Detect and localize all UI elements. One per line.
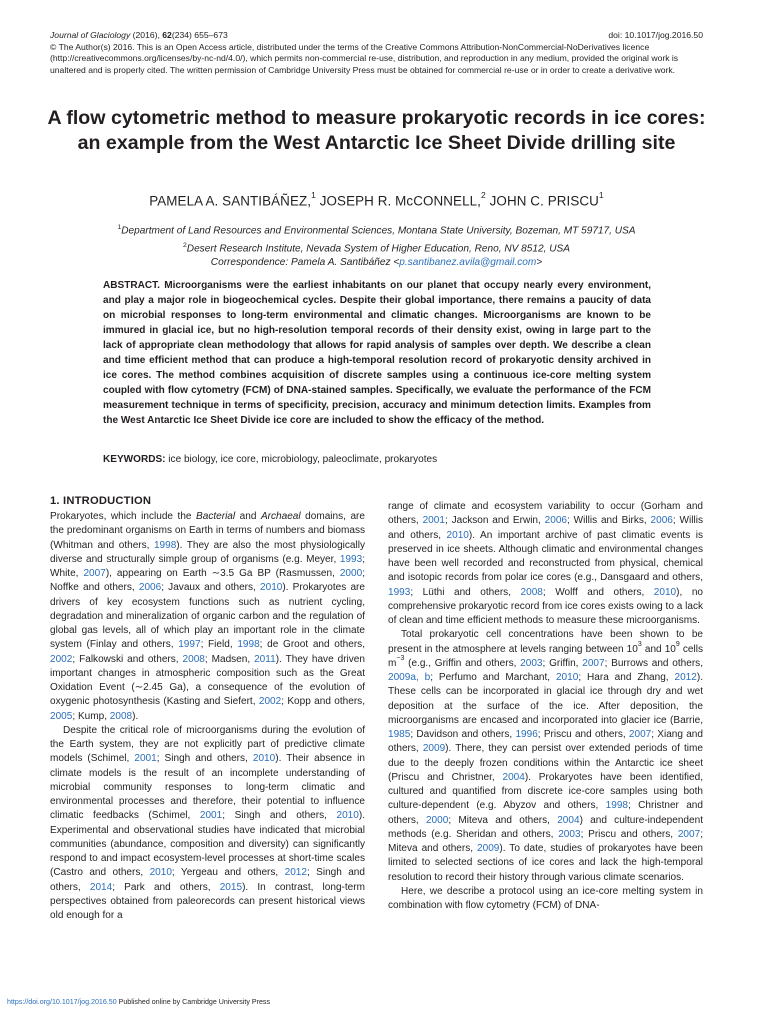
author-name: JOHN C. PRISCU: [489, 193, 599, 209]
citation-link[interactable]: 2000: [425, 814, 449, 826]
citation-link[interactable]: 1985: [388, 729, 411, 740]
citation-link[interactable]: 2006: [650, 515, 673, 527]
superscript: 3: [637, 641, 642, 649]
correspondence-label: Correspondence: Pamela A. Santibáñez <: [210, 257, 400, 269]
correspondence-suffix: >: [536, 257, 543, 269]
citation-link[interactable]: 2001: [422, 515, 445, 527]
citation-link[interactable]: 2010: [149, 867, 172, 879]
affiliation-line: [40, 239, 713, 257]
keywords: [103, 452, 651, 467]
citation-link[interactable]: 2010: [653, 586, 677, 598]
citation-link[interactable]: 2007: [83, 568, 106, 579]
citation-link[interactable]: 2014: [89, 881, 113, 893]
italic-term: Archaeal: [260, 511, 301, 522]
affiliation-line: [40, 221, 713, 239]
author-list: [40, 192, 713, 208]
citation-year: (2016),: [130, 30, 163, 40]
body-paragraph: Despite the critical role of microorganisms during the evolution of the Earth system, they are not explicitly part of predictive climate models (Schimel, 2001; Singh and others, 2010). Their absence in climate models is the result of an incomplete understanding of microbial community responses to long-term climatic and environmental processes and therefore, their potential to influence climatic feedbacks (Schimel, 2001; Singh and others, 2010). Experimental and observational studies have indicated that microbial communities (abundance, composition and diversity) can significantly respond to and impact ecosystem-level processes at short-time scales (Castro and others, 2010; Yergeau and others, 2012; Singh and others, 2014; Park and others, 2015). In contrast, long-term perspectives obtained from paleorecords can present historical views old enough for a: [50, 724, 365, 921]
citation-link[interactable]: 1998: [153, 539, 177, 551]
citation-link[interactable]: 1998: [237, 639, 260, 651]
citation-link[interactable]: 2001: [134, 753, 157, 765]
citation-link[interactable]: 2007: [628, 729, 652, 740]
citation-link[interactable]: 2012: [674, 672, 697, 683]
author-name: PAMELA A. SANTIBÁÑEZ,: [149, 193, 312, 209]
citation-link[interactable]: 2005: [50, 710, 73, 722]
citation-link[interactable]: 2000: [339, 568, 363, 579]
journal-citation: [50, 30, 228, 41]
citation-link[interactable]: 2007: [582, 657, 605, 669]
affiliation-text: Department of Land Resources and Environmental Sciences, Montana State University, Bozeman, MT 59717, USA: [121, 225, 636, 237]
paper-title: A flow cytometric method to measure prokaryotic records in ice cores: an example from the West Antarctic Ice Sheet Divide drilling site: [47, 107, 706, 154]
citation-link[interactable]: 2010: [555, 672, 579, 683]
citation-link[interactable]: 2004: [502, 771, 525, 783]
italic-term: Bacterial: [196, 511, 236, 522]
citation-link[interactable]: 1993: [388, 586, 411, 598]
body-paragraph: Prokaryotes, which include the Bacterial and Archaeal domains, are the predominant organisms on Earth in terms of numbers and biomass (Whitman and others, 1998). They are also the most physiologically diverse and structurally simple group of organisms (e.g. Meyer, 1993; White, 2007), appearing on Earth ∼3.5 Ga BP (Rasmussen, 2000; Noffke and others, 2006; Javaux and others, 2010). Prokaryotes are drivers of key ecosystem functions such as nutrient cycling, degradation and mineralization of organic carbon and the regulation of global gas levels, all of which play an important role in the climate system (Finlay and others, 1997; Field, 1998; de Groot and others, 2002; Falkowski and others, 2008; Madsen, 2011). They have driven important changes in atmospheric composition such as the Great Oxidation Event (∼2.45 Ga), a consequence of the evolution of oxygenic photosynthesis (Kasting and Siefert, 2002; Kopp and others, 2005; Kump, 2008).: [50, 511, 365, 722]
citation-link[interactable]: 2010: [446, 529, 469, 541]
left-column: [50, 494, 365, 923]
citation-link[interactable]: 2009: [422, 743, 446, 755]
right-column: [388, 500, 703, 913]
affiliation-text: Desert Research Institute, Nevada System of Higher Education, Reno, NV 8512, USA: [186, 243, 570, 255]
citation-link[interactable]: 2004: [557, 814, 580, 826]
citation-link[interactable]: 2006: [544, 515, 568, 527]
body-paragraph: range of climate and ecosystem variability to occur (Gorham and others, 2001; Jackson and Erwin, 2006; Willis and Birks, 2006; Willis and others, 2010). An important archive of past climatic events is preserved in ice sheets. Although climatic and environmental changes have been well recorded and reconstructed from physical, chemical and isotopic records from polar ice cores (e.g., Dansgaard and others, 1993; Lüthi and others, 2008; Wolff and others, 2010), no comprehensive prokaryotic record from ice cores exists owing to a lack of clean and time efficient methods to measure these microorganisms.: [388, 501, 704, 626]
citation-link[interactable]: 2009: [477, 843, 500, 854]
correspondence-email-link[interactable]: p.santibanez.avila@gmail.com: [399, 257, 537, 269]
abstract: ABSTRACT. Microorganisms were the earliest inhabitants on our planet that occupy nearly every environment, and play a major role in biogeochemical cycles. Despite their global importance, there remains a paucity of data on microbial responses to long-term environmental and climatic changes. Microorganisms are known to be immured in glacial ice, but no high-resolution temporal records of their density exist, owing in large part to the lack of appropriate clean methodology that allows for rapid analysis of samples over depth. We describe a clean and time efficient method that can produce a high-temporal resolution record of prokaryotic density archived in ice cores. The method combines acquisition of discrete samples using a continuous ice-core melting system coupled with flow cytometry (FCM) of DNA-stained samples. Specifically, we evaluate the performance of the FCM measurement technique in terms of specificity, precision, accuracy and minimum detection limits. Examples from the West Antarctic Ice Sheet Divide ice core are included to show the efficacy of the method.: [103, 280, 651, 427]
citation-link[interactable]: 2008: [109, 710, 133, 722]
citation-link[interactable]: 2008: [182, 653, 205, 665]
citation-link[interactable]: 2010: [260, 582, 283, 594]
citation-link[interactable]: 2010: [336, 810, 359, 822]
author-affiliation-mark: 1: [598, 190, 604, 200]
affiliations: [40, 221, 713, 271]
affiliation-mark: 2: [183, 241, 187, 249]
citation-link[interactable]: 2009a, b: [388, 672, 431, 683]
citation-link[interactable]: 2007: [677, 828, 701, 840]
keywords-list: ice biology, ice core, microbiology, paleoclimate, prokaryotes: [165, 454, 438, 465]
keywords-label: KEYWORDS:: [103, 454, 166, 465]
license-statement: © The Author(s) 2016. This is an Open Access article, distributed under the terms of the Creative Commons Attribution-NonCommercial-NoDerivatives licence (http://creativecommons.org/licenses/by-nc-nd/4.0/), which permits non-commercial re-use, distribution, and reproduction in any medium, provided the original work is unaltered and is properly cited. The written permission of Cambridge University Press must be obtained for commercial re-use or in order to create a derivative work.: [50, 42, 679, 75]
citation-link[interactable]: 2012: [284, 867, 307, 879]
citation-link[interactable]: 1996: [515, 729, 538, 740]
citation-link[interactable]: 2003: [558, 828, 581, 840]
author-name: JOSEPH R. McCONNELL,: [319, 193, 481, 209]
citation-link[interactable]: 1997: [178, 639, 201, 651]
doi[interactable]: doi: 10.1017/jog.2016.50: [608, 30, 703, 40]
citation-link[interactable]: 2002: [50, 653, 73, 665]
page-footer: [7, 997, 270, 1007]
section-heading: 1. INTRODUCTION: [50, 495, 152, 507]
citation-link[interactable]: 2002: [258, 696, 282, 708]
author-affiliation-mark: 1: [311, 190, 316, 200]
body-paragraph: Here, we describe a protocol using an ice-core melting system in combination with flow cytometry (FCM) of DNA-: [388, 885, 703, 911]
citation-link[interactable]: 2001: [199, 810, 223, 822]
body-paragraph: Total prokaryotic cell concentrations have been shown to be present in the atmosphere at levels ranging between $10^3$ and $10^9$ cells $m^{-3}$ (e.g., Griffin and others, 2003; Griffin, 2007; Burrows and others, 2009a, b; Perfumo and Marchant, 2010; Hara and Zhang, 2012). These cells can be incorporated in glacial ice through dry and wet deposition at the surface of the ice. After deposition, the microorganisms are encased and incorporated into glacier ice (Barrie, 1985; Davidson and others, 1996; Priscu and others, 2007; Xiang and others, 2009). There, they can persist over extended periods of time due to the deeply frozen conditions within the Antarctic ice sheet (Priscu and Christner, 2004). Prokaryotes have been identified, cultured and quantified from discrete ice-core samples using both culture-dependent (e.g. Abyzov and others, 1998; Christner and others, 2000; Miteva and others, 2004) and culture-independent methods (e.g. Sheridan and others, 2003; Priscu and others, 2007; Miteva and others, 2009). To date, studies of prokaryotes have been limited to selected sections of ice cores and lack the high-temporal resolution to record their history through various climate scenarios.: [388, 629, 704, 883]
affiliation-mark: 1: [117, 224, 122, 231]
footer-publisher-note: Published online by Cambridge University Press: [116, 998, 271, 1006]
footer-doi-link[interactable]: https://doi.org/10.1017/jog.2016.50: [7, 998, 117, 1006]
citation-link[interactable]: 2006: [138, 582, 162, 594]
journal-name: Journal of Glaciology: [50, 30, 131, 40]
citation-link[interactable]: 2011: [254, 653, 276, 665]
issue-pages: (234) 655–673: [171, 30, 228, 40]
superscript: 9: [675, 641, 680, 649]
citation-link[interactable]: 1998: [605, 800, 628, 812]
citation-link[interactable]: 2015: [219, 881, 243, 893]
correspondence: [40, 256, 713, 270]
citation-link[interactable]: 1993: [339, 553, 363, 565]
journal-volume: 62: [162, 30, 172, 40]
citation-link[interactable]: 2008: [520, 586, 543, 598]
citation-link[interactable]: 2010: [252, 753, 276, 765]
journal-header: [50, 30, 703, 76]
citation-link[interactable]: 2003: [520, 657, 543, 669]
superscript: −3: [396, 655, 405, 663]
author-affiliation-mark: 2: [480, 190, 486, 200]
